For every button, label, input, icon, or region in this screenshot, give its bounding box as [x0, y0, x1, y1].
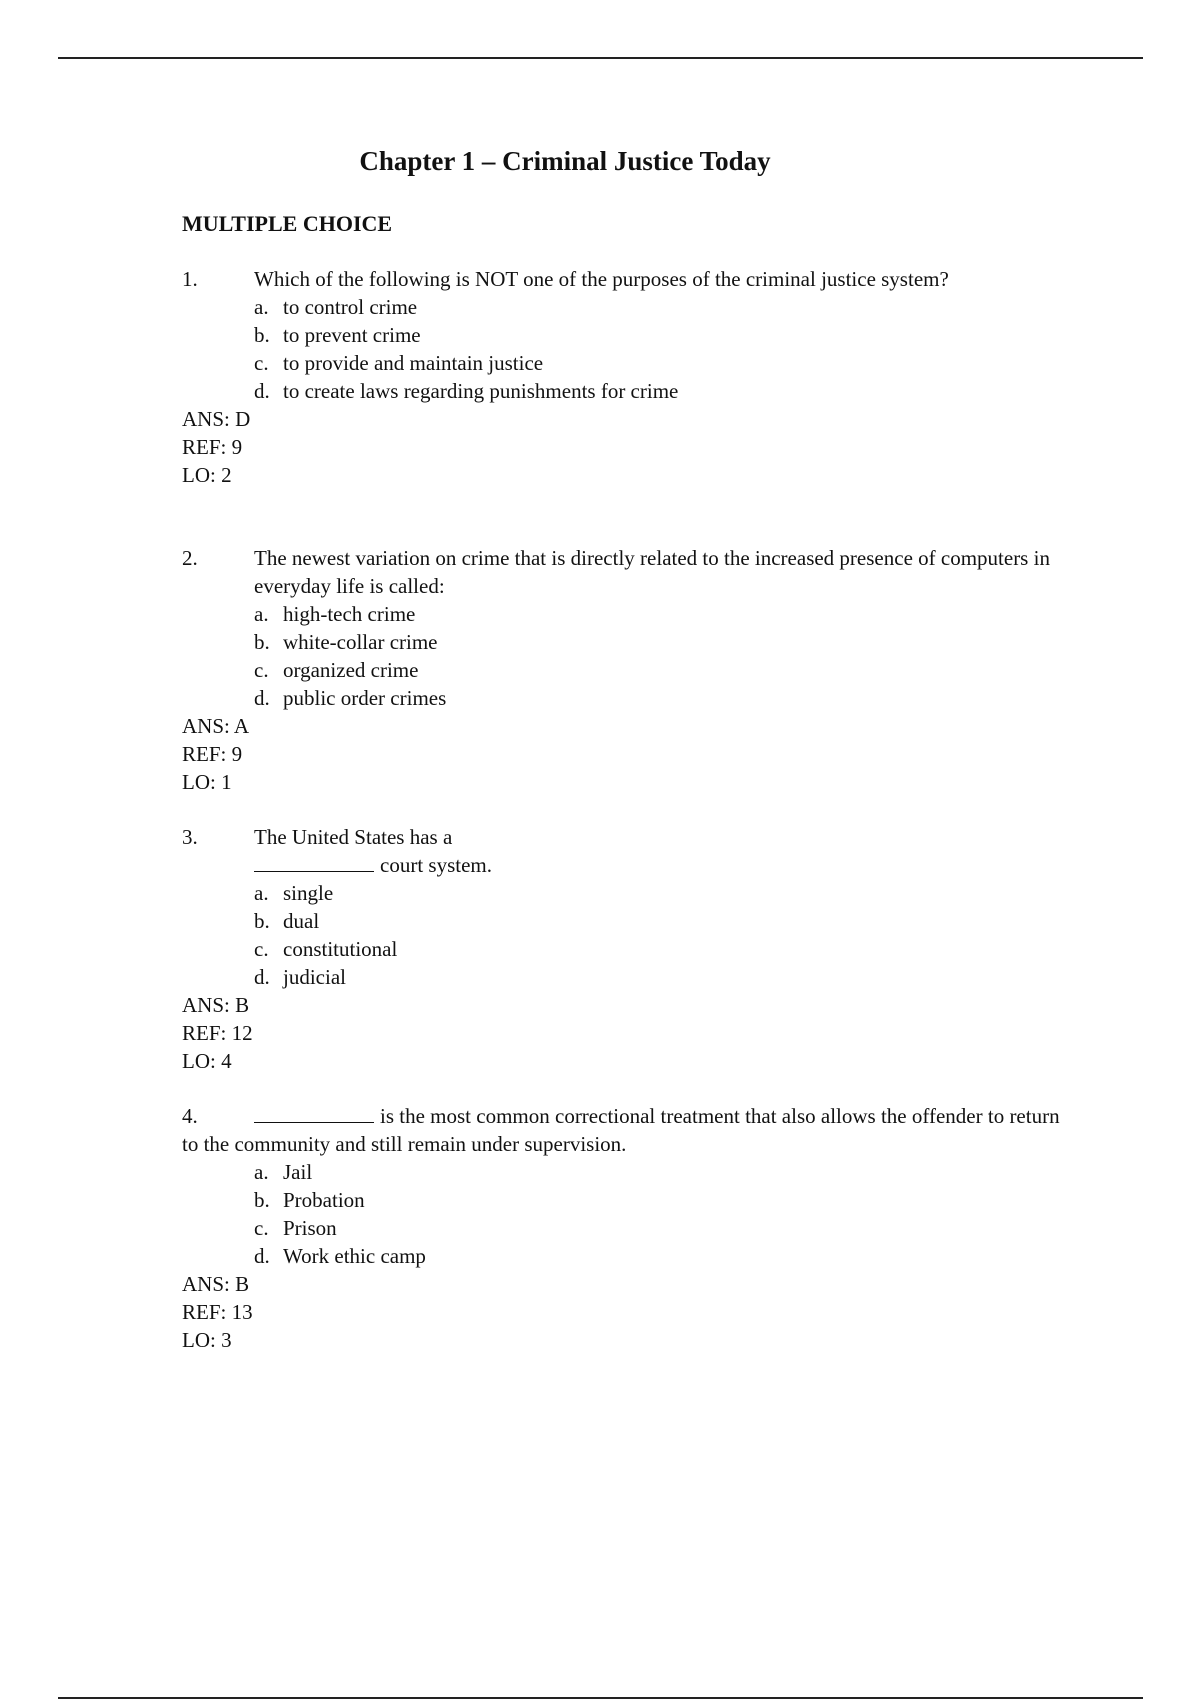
page-title: Chapter 1 – Criminal Justice Today [359, 146, 771, 176]
question-number: 2. [182, 546, 198, 570]
option-letter: d. [254, 379, 270, 403]
option-a [254, 879, 1062, 907]
question-number: 1. [182, 267, 198, 291]
question-text [254, 823, 1062, 879]
option-text: to create laws regarding punishments for crime [283, 379, 679, 403]
option-b [254, 907, 1062, 935]
option-letter: b. [254, 630, 270, 654]
fill-in-blank [254, 851, 374, 872]
option-d [254, 1242, 1062, 1270]
fill-in-blank [254, 1102, 374, 1123]
option-letter: d. [254, 965, 270, 989]
option-text: to control crime [283, 295, 418, 319]
answer-options [254, 600, 1062, 712]
top-rule [58, 57, 1143, 59]
option-text: judicial [283, 965, 346, 989]
option-text: constitutional [283, 937, 398, 961]
option-text: white-collar crime [283, 630, 438, 654]
option-text: high-tech crime [283, 602, 416, 626]
page-reference: REF: 12 [182, 1021, 253, 1045]
question-number: 4. [182, 1104, 198, 1128]
question-1 [182, 265, 1062, 489]
option-text: to prevent crime [283, 323, 421, 347]
learning-objective: LO: 4 [182, 1049, 232, 1073]
learning-objective: LO: 2 [182, 463, 232, 487]
option-d [254, 963, 1062, 991]
option-text: dual [283, 909, 320, 933]
option-a [254, 293, 1062, 321]
answer-options [254, 1158, 1062, 1270]
option-d [254, 377, 1062, 405]
question-text-line: The United States has a [254, 825, 453, 849]
question-stem [182, 1102, 1062, 1158]
option-d [254, 684, 1062, 712]
question-text: The newest variation on crime that is directly related to the increased presence of computers in everyday life is called: [254, 546, 1050, 598]
page-reference: REF: 13 [182, 1300, 253, 1324]
option-a [254, 600, 1062, 628]
page-reference: REF: 9 [182, 742, 243, 766]
page-reference: REF: 9 [182, 435, 243, 459]
option-letter: c. [254, 937, 269, 961]
question-text: Which of the following is NOT one of the purposes of the criminal justice system? [254, 267, 949, 291]
section-heading: MULTIPLE CHOICE [182, 211, 393, 236]
option-letter: d. [254, 686, 270, 710]
option-letter: c. [254, 1216, 269, 1240]
option-letter: a. [254, 881, 269, 905]
option-letter: a. [254, 602, 269, 626]
option-a [254, 1158, 1062, 1186]
answer-key: ANS: B [182, 993, 250, 1017]
question-stem [182, 544, 1062, 600]
option-c [254, 349, 1062, 377]
answer-key: ANS: D [182, 407, 251, 431]
question-2 [182, 544, 1062, 796]
option-text: to provide and maintain justice [283, 351, 544, 375]
question-3 [182, 823, 1062, 1075]
option-letter: b. [254, 1188, 270, 1212]
option-letter: a. [254, 1160, 269, 1184]
question-4 [182, 1102, 1062, 1354]
question-stem [182, 823, 1062, 879]
answer-options [254, 293, 1062, 405]
option-b [254, 628, 1062, 656]
option-c [254, 656, 1062, 684]
option-text: Work ethic camp [283, 1244, 426, 1268]
question-text-line: court system. [380, 853, 492, 877]
option-letter: b. [254, 909, 270, 933]
option-letter: c. [254, 351, 269, 375]
option-text: Jail [283, 1160, 313, 1184]
option-text: Probation [283, 1188, 365, 1212]
option-c [254, 1214, 1062, 1242]
option-text: public order crimes [283, 686, 447, 710]
option-b [254, 321, 1062, 349]
option-letter: b. [254, 323, 270, 347]
option-b [254, 1186, 1062, 1214]
learning-objective: LO: 1 [182, 770, 232, 794]
option-text: organized crime [283, 658, 419, 682]
answer-key: ANS: A [182, 714, 250, 738]
question-stem [182, 265, 1062, 293]
option-letter: a. [254, 295, 269, 319]
learning-objective: LO: 3 [182, 1328, 232, 1352]
question-text: is the most common correctional treatment [380, 1104, 740, 1128]
answer-options [254, 879, 1062, 991]
question-number: 3. [182, 825, 198, 849]
answer-key: ANS: B [182, 1272, 250, 1296]
option-text: single [283, 881, 334, 905]
option-text: Prison [283, 1216, 337, 1240]
bottom-rule [58, 1697, 1143, 1699]
question-text-continued: that also allows the offender to return to the community and still remain under supervision. [182, 1104, 1060, 1156]
option-letter: c. [254, 658, 269, 682]
option-c [254, 935, 1062, 963]
option-letter: d. [254, 1244, 270, 1268]
